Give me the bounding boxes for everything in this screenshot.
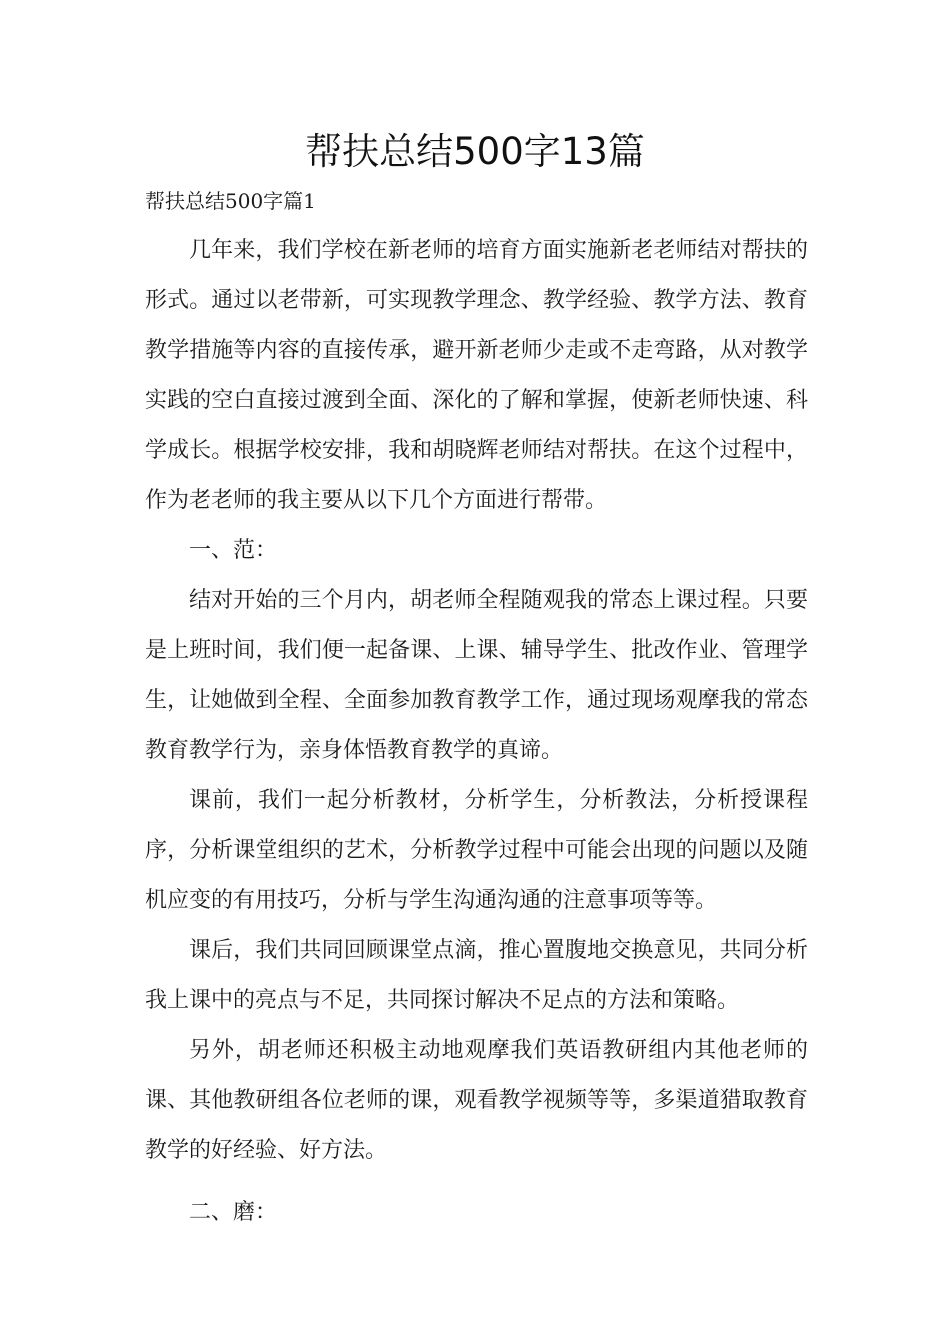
paragraph-fan-3: 课后，我们共同回顾课堂点滴，推心置腹地交换意见，共同分析我上课中的亮点与不足，共同探讨解决不足点的方法和策略。 (145, 938, 808, 1013)
paragraph-fan-2: 课前，我们一起分析教材，分析学生，分析教法，分析授课程序，分析课堂组织的艺术，分析教学过程中可能会出现的问题以及随机应变的有用技巧，分析与学生沟通沟通的注意事项等等。 (145, 788, 808, 913)
paragraph-fan-4: 另外，胡老师还积极主动地观摩我们英语教研组内其他老师的课、其他教研组各位老师的课，观看教学视频等等，多渠道猎取教育教学的好经验、好方法。 (145, 1038, 808, 1163)
section-heading-fan: 一、范： (189, 538, 278, 563)
document-subtitle: 帮扶总结500字篇1 (145, 189, 316, 213)
document-body (145, 226, 808, 1238)
section-heading-mo: 二、磨： (189, 1200, 278, 1225)
paragraph-intro: 几年来，我们学校在新老师的培育方面实施新老老师结对帮扶的形式。通过以老带新，可实现教学理念、教学经验、教学方法、教育教学措施等内容的直接传承，避开新老师少走或不走弯路，从对教学实践的空白直接过渡到全面、深化的了解和掌握，使新老师快速、科学成长。根据学校安排，我和胡晓辉老师结对帮扶。在这个过程中，作为老老师的我主要从以下几个方面进行帮带。 (145, 238, 808, 513)
paragraph-fan-1: 结对开始的三个月内，胡老师全程随观我的常态上课过程。只要是上班时间，我们便一起备课、上课、辅导学生、批改作业、管理学生，让她做到全程、全面参加教育教学工作，通过现场观摩我的常态教育教学行为，亲身体悟教育教学的真谛。 (145, 588, 808, 763)
document-title: 帮扶总结500字13篇 (305, 130, 645, 173)
